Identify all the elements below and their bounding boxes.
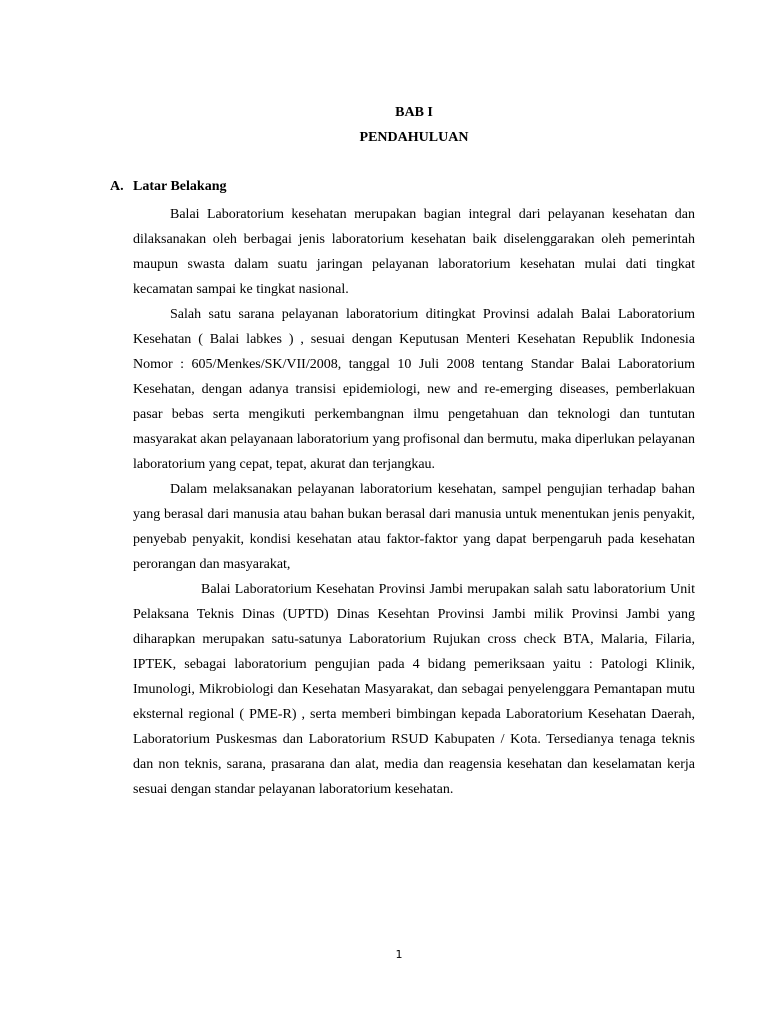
paragraph: Salah satu sarana pelayanan laboratorium ditingkat Provinsi adalah Balai Laboratorium Kesehatan ( Balai labkes ) , sesuai dengan Keputusan Menteri Kesehatan Republik Indonesia Nomor : 605/Menkes/SK/VII/2008, tanggal 10 Juli 2008 tentang Standar Balai Laboratorium Kesehatan, dengan adanya transisi epidemiologi, new and re-emerging diseases, pemberlakuan pasar bebas serta mengikuti perkembangnan ilmu pengetahuan dan teknologi dan tuntutan masyarakat akan pelayanaan laboratorium yang profisonal dan bermutu, maka diperlukan pelayanan laboratorium yang cepat, tepat, akurat dan terjangkau. <box>133 307 695 472</box>
page-number: 1 <box>395 948 403 961</box>
section-marker: A. <box>110 179 124 194</box>
paragraph: Balai Laboratorium Kesehatan Provinsi Jambi merupakan salah satu laboratorium Unit Pelaksana Teknis Dinas (UPTD) Dinas Kesehtan Provinsi Jambi milik Provinsi Jambi yang diharapkan merupakan satu-satunya Laboratorium Rujukan cross check BTA, Malaria, Filaria, IPTEK, sebagai laboratorium pengujian pada 4 bidang pemeriksaan yaitu : Patologi Klinik, Imunologi, Mikrobiologi dan Kesehatan Masyarakat, dan sebagai penyelenggara Pemantapan mutu eksternal regional ( PME-R) , serta memberi bimbingan kepada Laboratorium Kesehatan Daerah, Laboratorium Puskesmas dan Laboratorium RSUD Kabupaten / Kota. Tersedianya tenaga teknis dan non teknis, sarana, prasarana dan alat, media dan reagensia kesehatan dan keselamatan kerja sesuai dengan standar pelayanan laboratorium kesehatan. <box>133 582 695 797</box>
chapter-title: PENDAHULUAN <box>359 130 469 145</box>
paragraph: Dalam melaksanakan pelayanan laboratorium kesehatan, sampel pengujian terhadap bahan yang berasal dari manusia atau bahan bukan berasal dari manusia untuk menentukan jenis penyakit, penyebab penyakit, kondisi kesehatan atau faktor-faktor yang dapat berpengaruh pada kesehatan perorangan dan masyarakat, <box>133 482 695 572</box>
paragraph: Balai Laboratorium kesehatan merupakan bagian integral dari pelayanan kesehatan dan dilaksanakan oleh berbagai jenis laboratorium kesehatan baik diselenggarakan oleh pemerintah maupun swasta dalam suatu jaringan pelayanan laboratorium kesehatan mulai dati tingkat kecamatan sampai ke tingkat nasional. <box>133 207 695 297</box>
body-text <box>133 202 695 802</box>
section-heading <box>110 177 226 197</box>
chapter-number: BAB I <box>395 105 433 120</box>
section-title: Latar Belakang <box>133 179 227 194</box>
